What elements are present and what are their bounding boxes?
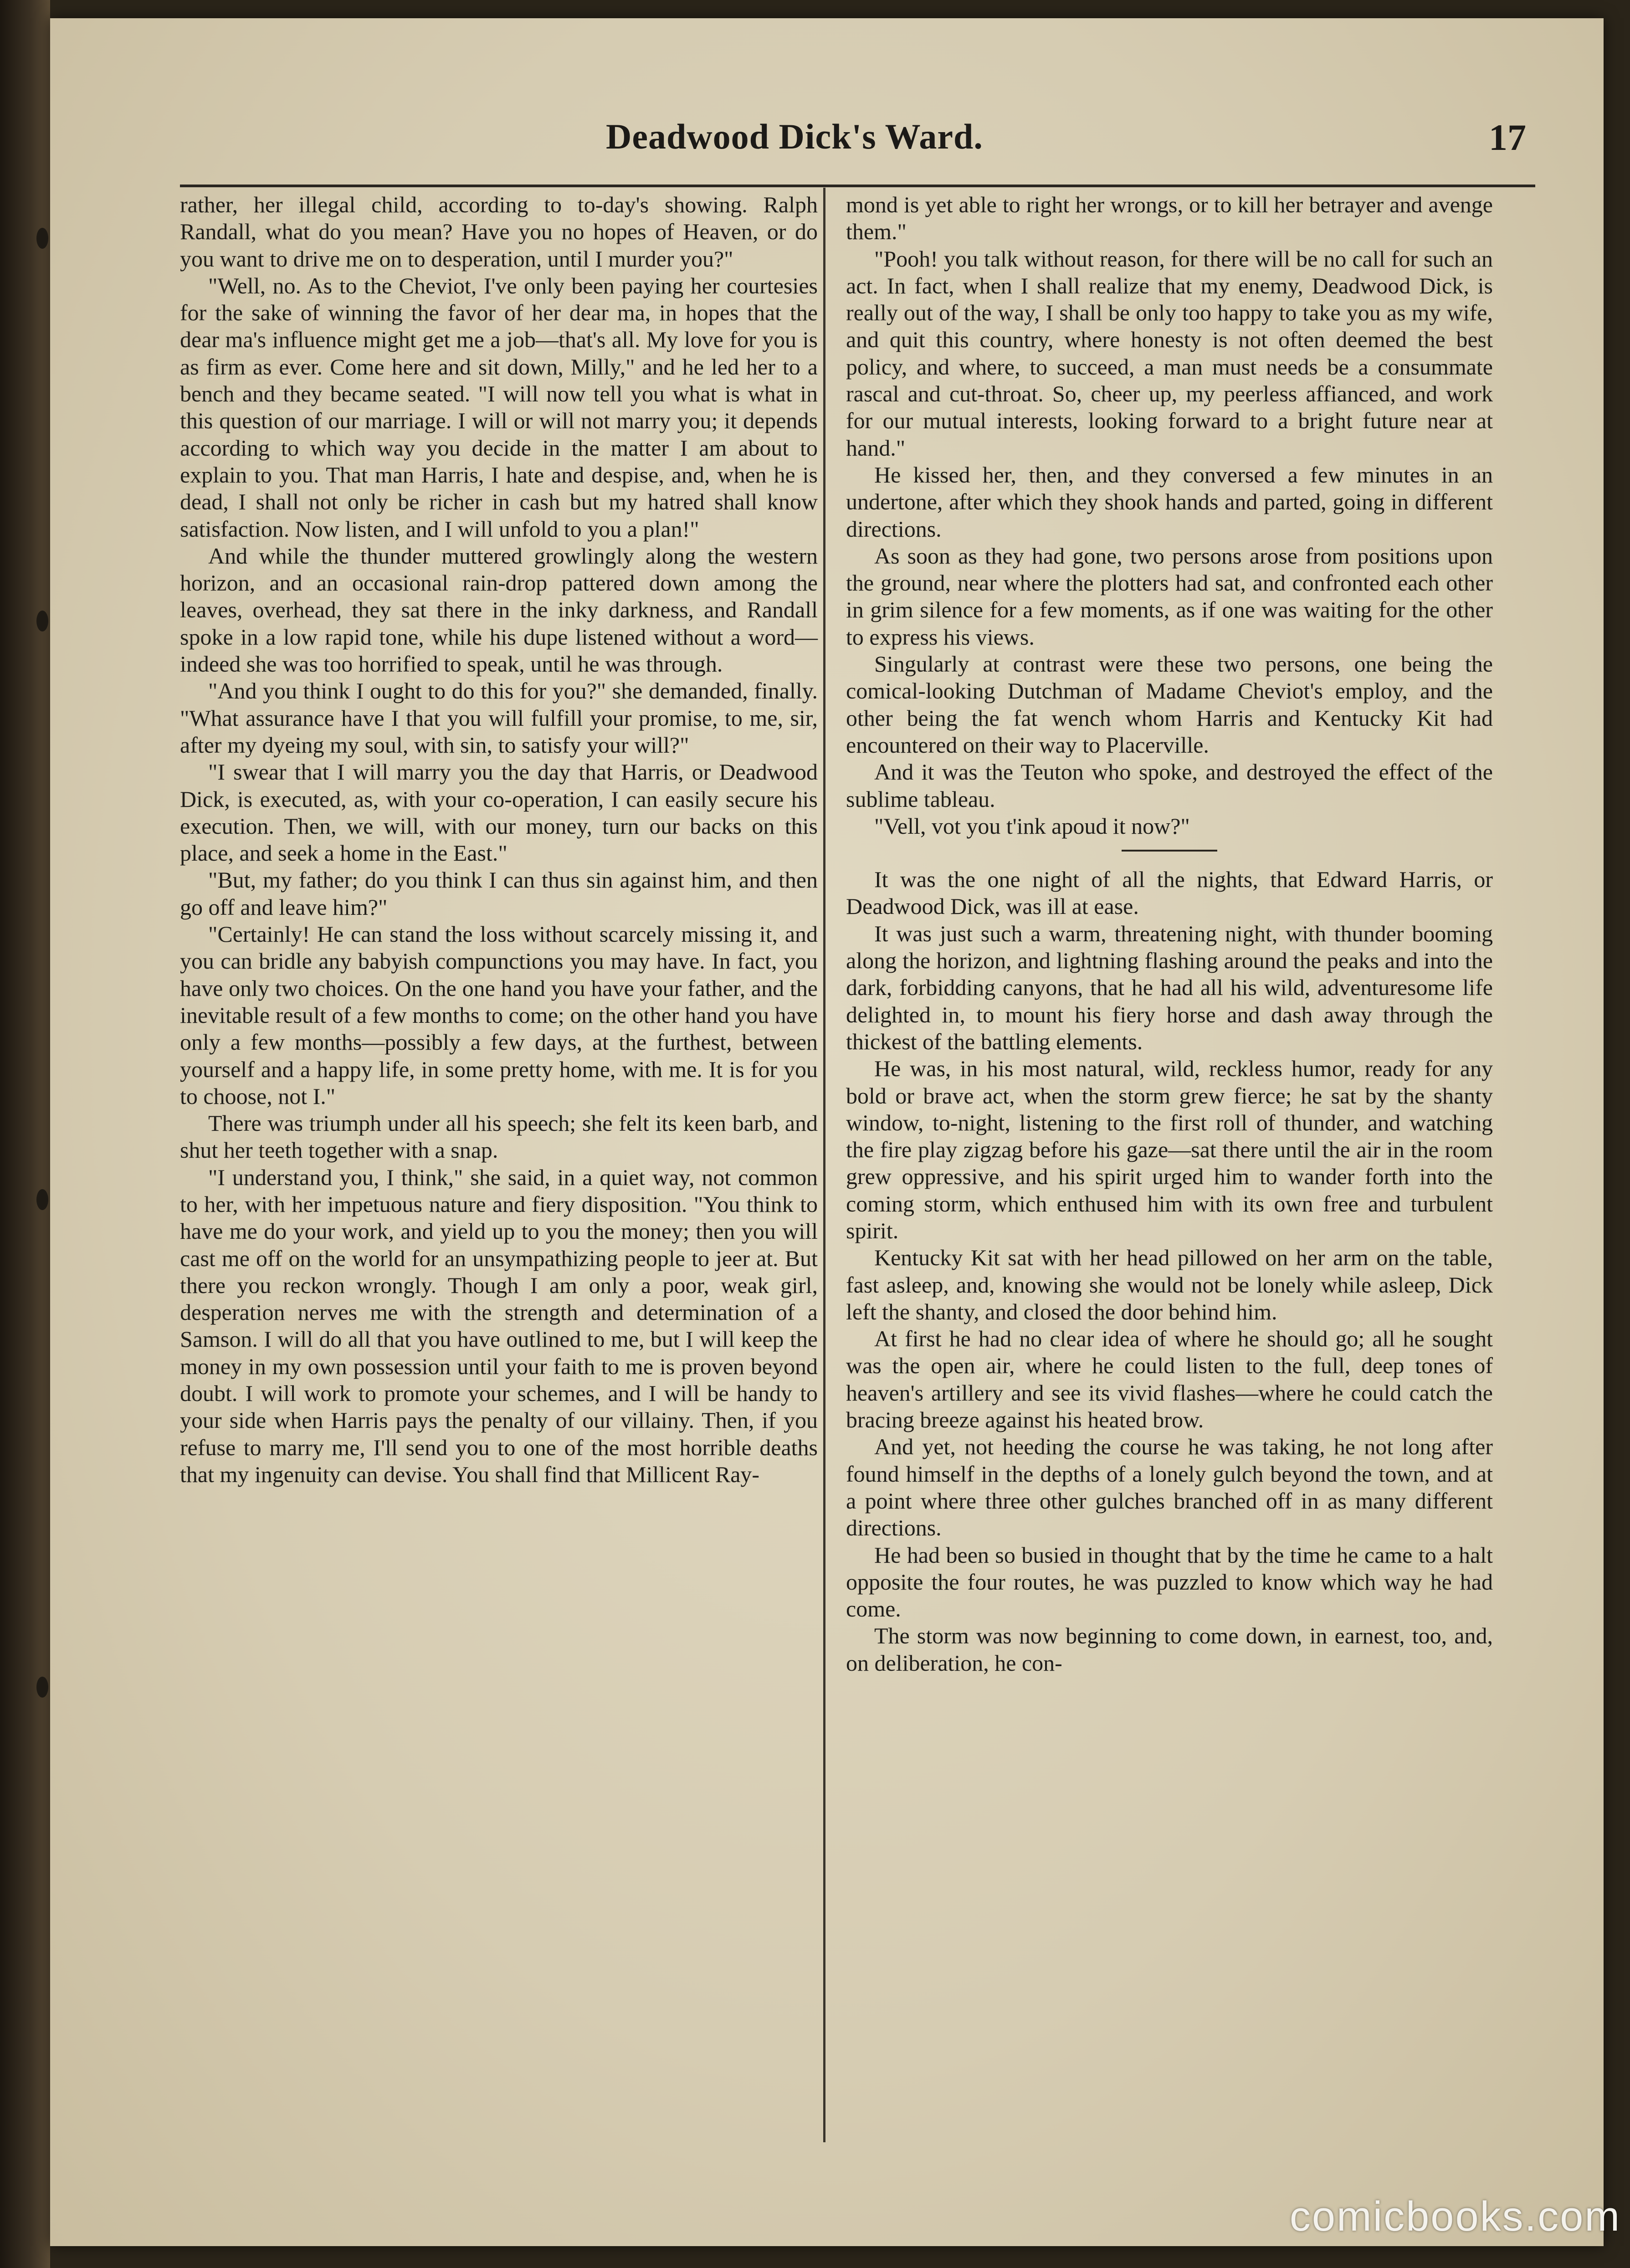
paragraph: It was just such a warm, threatening night, with thunder booming along the horizon, and lightning flashing around the peaks and into the dark, forbidding canyons, that he had all his wild, adventuresome life delighted in, to mount his fiery horse and dash away through the thickest of the battling elements. — [846, 920, 1493, 1054]
paragraph: Kentucky Kit sat with her head pillowed on her arm on the table, fast asleep, and, knowing she would not be lonely while asleep, Dick left the shanty, and closed the door behind him. — [846, 1245, 1493, 1324]
left-column — [180, 191, 818, 1488]
binding-hole — [36, 1677, 48, 1698]
paragraph: It was the one night of all the nights, that Edward Harris, or Deadwood Dick, was ill at ease. — [846, 867, 1493, 919]
paragraph: "I swear that I will marry you the day that Harris, or Deadwood Dick, is executed, as, with your co-operation, I can easily secure his execution. Then, we will, with our money, turn our backs on this place, and seek a home in the East." — [180, 759, 818, 866]
paragraph: And yet, not heeding the course he was taking, he not long after found himself in the depths of a lonely gulch beyond the town, and at a point where three other gulches branched off in as many different directions. — [846, 1434, 1493, 1541]
paragraph: "Vell, vot you t'ink apoud it now?" — [874, 813, 1190, 839]
paragraph: He was, in his most natural, wild, reckless humor, ready for any bold or brave act, when the storm grew fierce; he sat by the shanty window, to-night, listening to the first roll of thunder, and watching the fire play zigzag before his gaze—sat there until the air in the room grew oppressive, and his spirit urged him to wander forth into the coming storm, which enthused him with its own free and turbulent spirit. — [846, 1056, 1493, 1243]
paragraph: At first he had no clear idea of where he should go; all he sought was the open air, where he could listen to the full, deep tones of heaven's artillery and see its vivid flashes—where he could catch the bracing breeze against his heated brow. — [846, 1326, 1493, 1433]
paragraph: He had been so busied in thought that by the time he came to a halt opposite the four routes, he was puzzled to know which way he had come. — [846, 1542, 1493, 1622]
paragraph: "Well, no. As to the Cheviot, I've only been paying her courtesies for the sake of winning the favor of her dear ma, in hopes that the dear ma's influence might get me a job—that's all. My love for you is as firm as ever. Come here and sit down, Milly," and he led her to a bench and they became seated. "I will now tell you what is what in this question of our marriage. I will or will not marry you; it depends according to which way you decide in the matter I am about to explain to you. That man Harris, I hate and despise, and, when he is dead, I shall not only be richer in cash but my hatred shall know satisfaction. Now listen, and I will unfold to you a plan!" — [180, 272, 818, 542]
binding-hole — [36, 611, 48, 631]
running-title: Deadwood Dick's Ward. — [606, 117, 983, 156]
paragraph: Singularly at contrast were these two persons, one being the comical-looking Dutchman of Madame Cheviot's employ, and the other being the fat wench whom Harris and Kentucky Kit had encountered on their way to Placerville. — [846, 651, 1493, 758]
binding-hole — [36, 228, 48, 249]
paragraph: mond is yet able to right her wrongs, or to kill her betrayer and avenge them." — [846, 192, 1493, 245]
paragraph: "Certainly! He can stand the loss without scarcely missing it, and you can bridle any babyish compunctions you may have. In fact, you have only two choices. On the one hand you have your father, and the inevitable result of a few months to come; on the other hand you have only a few months—possibly a few days, at the furthest, between yourself and a happy life, in some pretty home, with me. It is for you to choose, not I." — [180, 921, 818, 1109]
right-column — [846, 191, 1493, 1677]
page-number: 17 — [1489, 117, 1526, 158]
paragraph: rather, her illegal child, according to to-day's showing. Ralph Randall, what do you mean? Have you no hopes of Heaven, or do you want to drive me on to desperation, until I murder you?" — [180, 192, 818, 272]
section-break-rule — [1122, 850, 1217, 852]
book-binding-edge — [0, 0, 50, 2268]
header-rule — [180, 185, 1535, 187]
paragraph: "I understand you, I think," she said, in a quiet way, not common to her, with her impetuous nature and fiery disposition. "You think to have me do your work, and yield up to you the money; then you will cast me off on the world for an unsympathizing people to jeer at. But there you reckon wrongly. Though I am only a poor, weak girl, desperation nerves me with the strength and determination of a Samson. I will do all that you have outlined to me, but I will keep the money in my own possession until your faith to me is proven beyond doubt. I will work to promote your schemes, and I will be handy to your side when Harris pays the penalty of our villainy. Then, if you refuse to marry me, I'll send you to one of the most horrible deaths that my ingenuity can devise. You shall find that Millicent Ray- — [180, 1164, 818, 1487]
site-watermark: comicbooks.com — [1289, 2193, 1621, 2240]
paragraph: And while the thunder muttered growlingly along the western horizon, and an occasional rain-drop pattered down among the leaves, overhead, they sat there in the inky darkness, and Randall spoke in a low rapid tone, while his dupe listened without a word—indeed she was too horrified to speak, until he was through. — [180, 543, 818, 677]
paragraph: He kissed her, then, and they conversed a few minutes in an undertone, after which they shook hands and parted, going in different directions. — [846, 462, 1493, 542]
paragraph: And it was the Teuton who spoke, and destroyed the effect of the sublime tableau. — [846, 759, 1493, 812]
paragraph: "But, my father; do you think I can thus sin against him, and then go off and leave him?" — [180, 867, 818, 920]
paragraph: "And you think I ought to do this for you?" she demanded, finally. "What assurance have I that you will fulfill your promise, to me, sir, after my dyeing my soul, with sin, to satisfy your will?" — [180, 678, 818, 758]
paragraph: As soon as they had gone, two persons arose from positions upon the ground, near where the plotters had sat, and confronted each other in grim silence for a few moments, as if one was waiting for the other to express his views. — [846, 543, 1493, 650]
paragraph: "Pooh! you talk without reason, for there will be no call for such an act. In fact, when I shall realize that my enemy, Deadwood Dick, is really out of the way, I shall be only too happy to take you as my wife, and quit this country, where honesty is not often deemed the best policy, and where, to succeed, a man must needs be a consummate rascal and cut-throat. So, cheer up, my peerless affianced, and work for our mutual interests, looking forward to a bright future near at hand." — [846, 246, 1493, 461]
page-header — [592, 116, 1526, 171]
column-divider — [823, 188, 825, 2142]
paragraph: The storm was now beginning to come down, in earnest, too, and, on deliberation, he con- — [846, 1623, 1493, 1676]
binding-hole — [36, 1189, 48, 1210]
paragraph: There was triumph under all his speech; she felt its keen barb, and shut her teeth together with a snap. — [180, 1110, 818, 1163]
